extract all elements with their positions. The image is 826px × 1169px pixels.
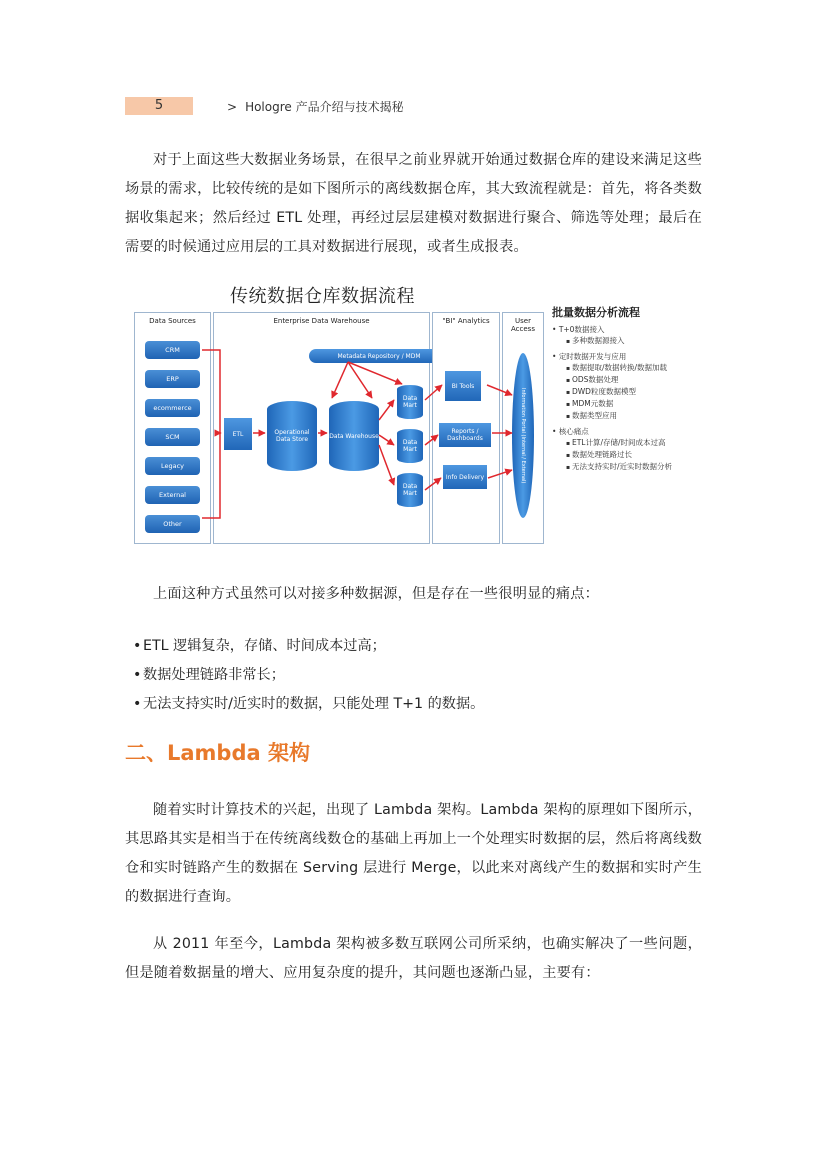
section-title: 二、Lambda 架构: [125, 741, 310, 765]
breadcrumb: [227, 98, 404, 116]
side-item: • 核心痛点: [552, 426, 692, 437]
side-subitem: ▪ 数据提取/数据转换/数据加载: [552, 362, 692, 374]
bi-label: "BI" Analytics: [442, 317, 490, 325]
source-ecommerce: ecommerce: [145, 399, 200, 417]
side-item: • T+0数据接入: [552, 324, 692, 335]
source-external: External: [145, 486, 200, 504]
side-item: • 定时数据开发与应用: [552, 351, 692, 362]
list-item: • 无法支持实时/近实时的数据，只能处理 T+1 的数据。: [143, 690, 484, 719]
breadcrumb-separator: >: [227, 100, 238, 114]
side-subitem: ▪ MDM元数据: [552, 398, 692, 410]
info-delivery: Info Delivery: [443, 465, 487, 489]
source-scm: SCM: [145, 428, 200, 446]
reports-dashboards: Reports / Dashboards: [439, 423, 491, 447]
side-list: [552, 320, 692, 473]
lambda-paragraph-2: 从 2011 年至今，Lambda 架构被多数互联网公司所采纳，也确实解决了一些问题，但是随着数据量的增大、应用复杂度的提升，其问题也逐渐凸显，主要有：: [125, 936, 702, 981]
source-other: Other: [145, 515, 200, 533]
side-subitem: ▪ 数据处理链路过长: [552, 449, 692, 461]
side-subitem: ▪ 无法支持实时/近实时数据分析: [552, 461, 692, 473]
traditional-dw-diagram: [132, 280, 692, 548]
ods-cylinder: Operational Data Store: [267, 401, 317, 471]
side-subitem: ▪ 多种数据源接入: [552, 335, 692, 347]
pain-intro: 上面这种方式虽然可以对接多种数据源，但是存在一些很明显的痛点：: [153, 586, 600, 602]
source-erp: ERP: [145, 370, 200, 388]
source-crm: CRM: [145, 341, 200, 359]
user-access-label: User Access: [511, 317, 535, 333]
side-subitem: ▪ ETL计算/存储/时间成本过高: [552, 437, 692, 449]
dw-cylinder: Data Warehouse: [329, 401, 379, 471]
etl-box: ETL: [224, 418, 252, 450]
data-mart-1: Data Mart: [397, 385, 423, 419]
diagram-title: 传统数据仓库数据流程: [230, 286, 415, 307]
page-number: 5: [125, 97, 193, 115]
page-header: [125, 97, 725, 117]
side-subitem: ▪ DWD粒度数据模型: [552, 386, 692, 398]
side-subitem: ▪ ODS数据处理: [552, 374, 692, 386]
side-title: 批量数据分析流程: [552, 306, 640, 319]
list-item: • ETL 逻辑复杂，存储、时间成本过高；: [143, 632, 484, 661]
bi-tools: BI Tools: [445, 371, 481, 401]
flow-arrows: [132, 280, 552, 548]
metadata-repository: Metadata Repository / MDM: [309, 349, 449, 363]
source-legacy: Legacy: [145, 457, 200, 475]
side-subitem: ▪ 数据类型应用: [552, 410, 692, 422]
lambda-paragraph-1: 随着实时计算技术的兴起，出现了 Lambda 架构。Lambda 架构的原理如下图所示，其思路其实是相当于在传统离线数仓的基础上再加上一个处理实时数据的层，然后将离线数仓和实时链路产生的数据在 Serving 层进行 Merge，以此来对离线产生的数据和实时产生的数据进行查询。: [125, 802, 702, 905]
breadcrumb-title: Hologre 产品介绍与技术揭秘: [245, 100, 404, 114]
data-mart-2: Data Mart: [397, 429, 423, 463]
list-item: • 数据处理链路非常长；: [143, 661, 484, 690]
data-sources-label: Data Sources: [149, 317, 196, 325]
intro-paragraph: 对于上面这些大数据业务场景，在很早之前业界就开始通过数据仓库的建设来满足这些场景的需求，比较传统的是如下图所示的离线数据仓库，其大致流程就是：首先，将各类数据收集起来；然后经过 ETL 处理，再经过层层建模对数据进行聚合、筛选等处理；最后在需要的时候通过应用层的工具对数据进行展现，或者生成报表。: [125, 152, 702, 255]
pain-points-list: [143, 632, 484, 719]
information-portal: Information Portal (Internal / External): [512, 353, 534, 518]
edw-label: Enterprise Data Warehouse: [273, 317, 370, 325]
data-mart-3: Data Mart: [397, 473, 423, 507]
